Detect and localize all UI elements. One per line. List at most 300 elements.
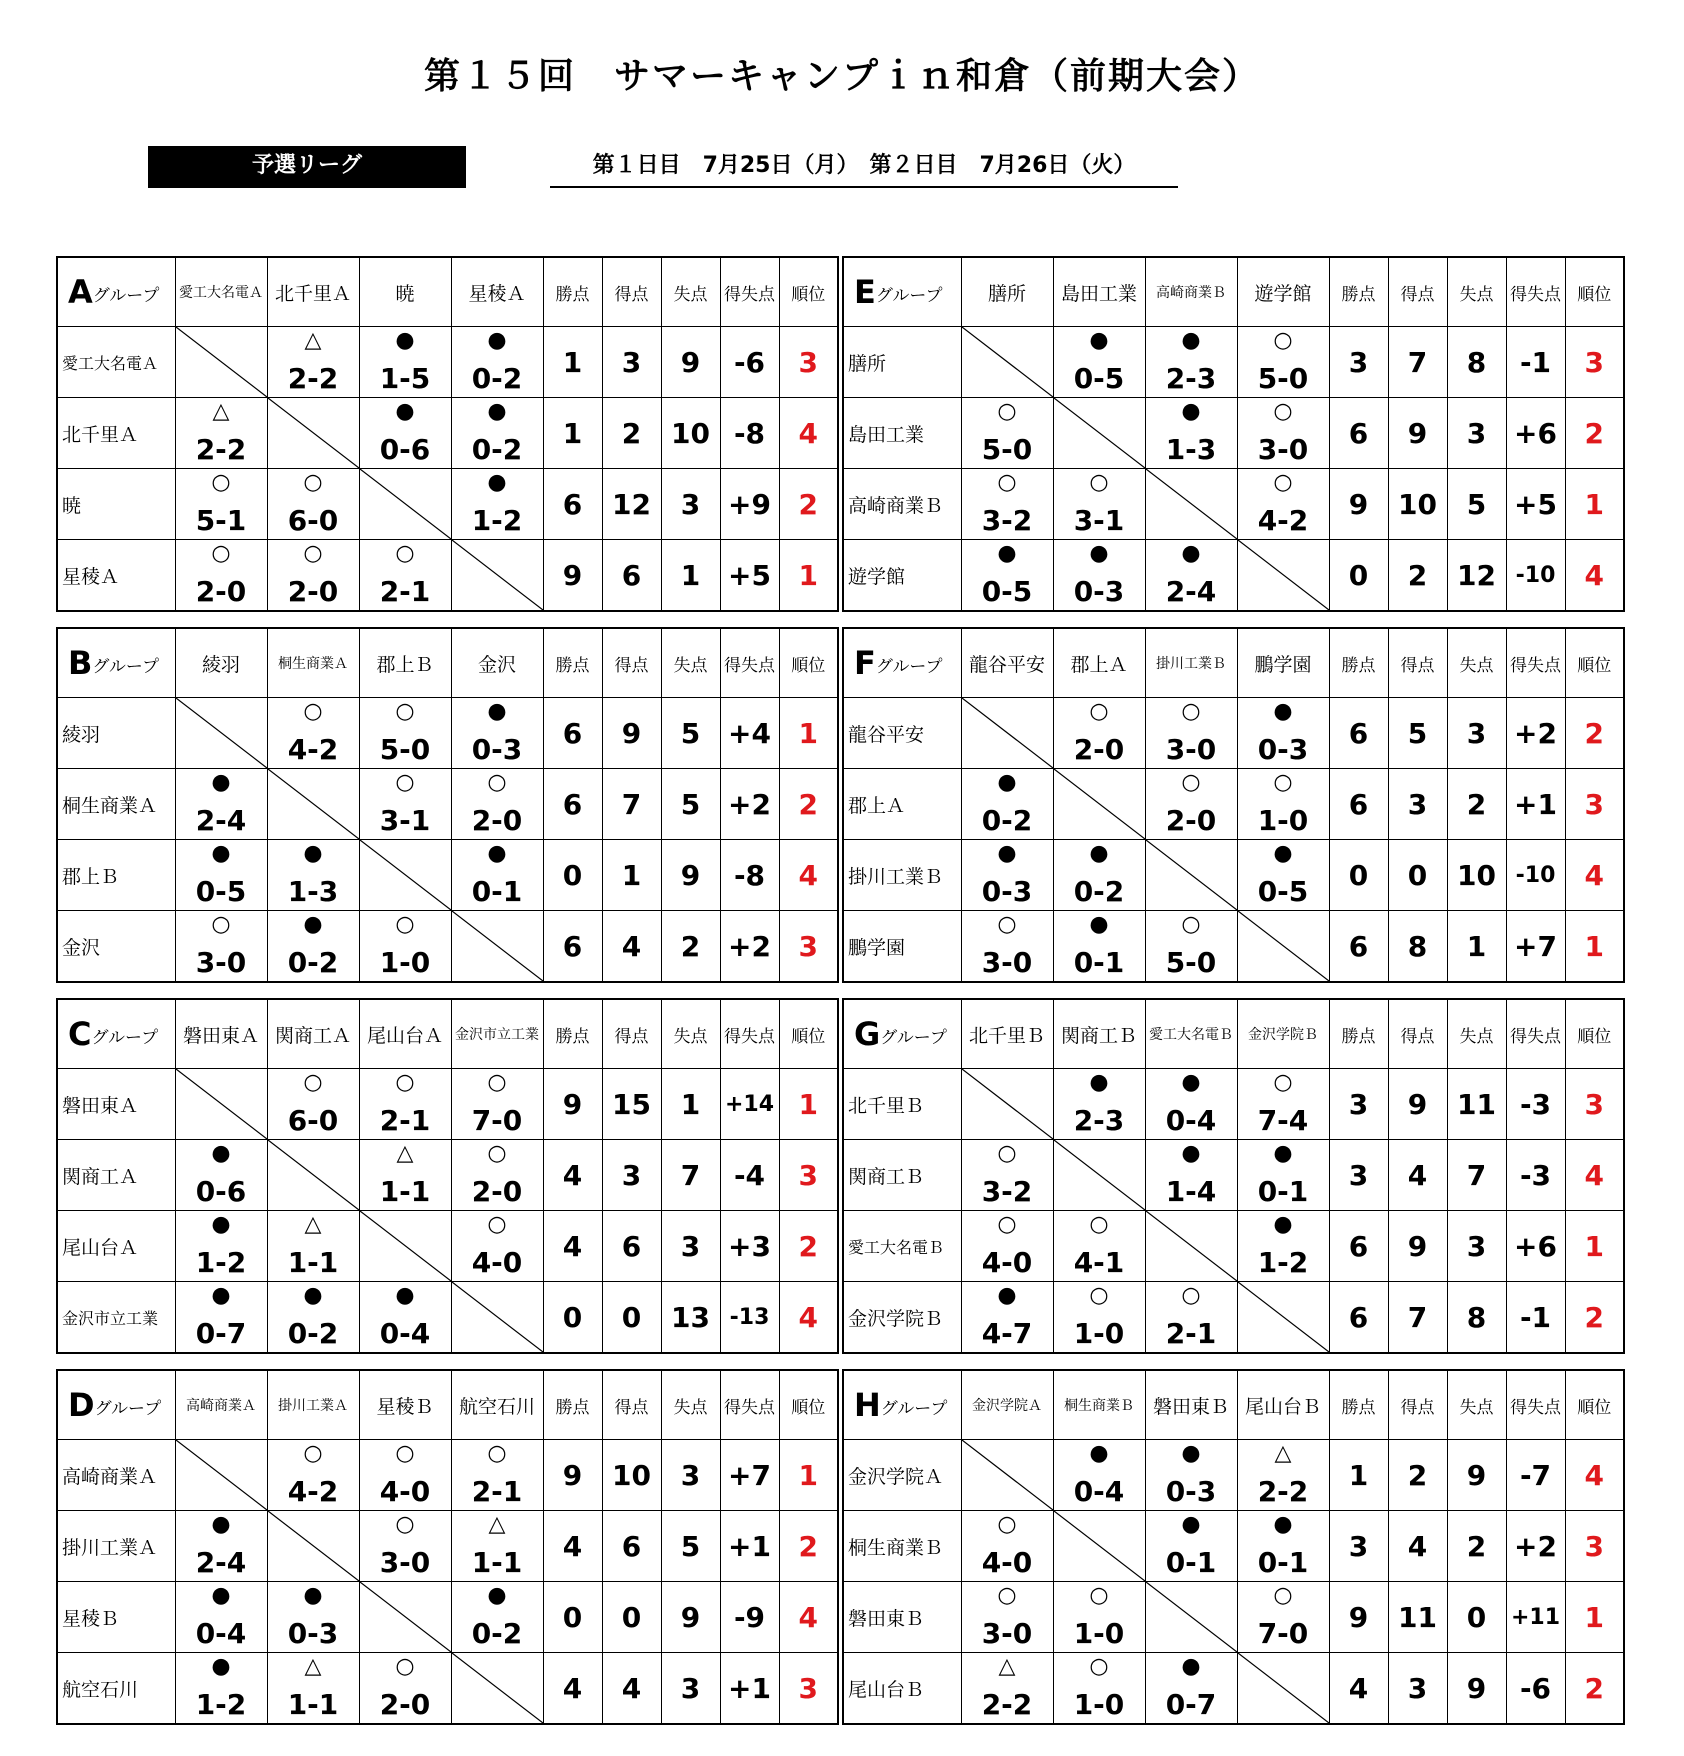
goal-difference: -1 <box>1506 327 1565 398</box>
win-points: 3 <box>1329 1069 1388 1140</box>
match-score: 0-3 <box>1073 575 1125 608</box>
match-score: 6-0 <box>287 1104 339 1137</box>
match-score: 4-0 <box>981 1546 1033 1579</box>
match-score: 3-1 <box>1073 504 1125 537</box>
goals-against: 3 <box>661 1440 720 1511</box>
goals-for: 3 <box>602 1140 661 1211</box>
self-match-cell <box>1053 1511 1145 1582</box>
match-result-cell <box>961 1511 1053 1582</box>
self-match-cell <box>961 327 1053 398</box>
win-points: 6 <box>543 769 602 840</box>
goal-difference: -13 <box>720 1282 779 1354</box>
match-result-cell <box>1237 769 1329 840</box>
diagonal-line <box>268 1511 359 1581</box>
match-result-cell <box>451 769 543 840</box>
result-mark: ● <box>1273 1212 1293 1237</box>
team-row <box>57 1282 838 1354</box>
match-score: 2-4 <box>195 1546 247 1579</box>
team-name: 桐生商業Ｂ <box>843 1511 961 1582</box>
self-match-cell <box>175 1069 267 1140</box>
goals-for: 4 <box>1388 1140 1447 1211</box>
group-name <box>57 999 175 1069</box>
goal-difference: +7 <box>720 1440 779 1511</box>
goals-for: 11 <box>1388 1582 1447 1653</box>
diagonal-line <box>360 469 451 539</box>
result-mark: ○ <box>997 1141 1017 1166</box>
result-mark: ● <box>211 1141 231 1166</box>
team-row <box>57 1582 838 1653</box>
goals-against: 8 <box>1447 1282 1506 1354</box>
diagonal-line <box>1146 840 1237 910</box>
match-score: 5-0 <box>1257 362 1309 395</box>
match-score: 4-2 <box>1257 504 1309 537</box>
match-result-cell <box>267 1069 359 1140</box>
win-points: 4 <box>543 1511 602 1582</box>
goals-against: 1 <box>661 1069 720 1140</box>
match-score: 2-1 <box>379 575 431 608</box>
match-score: 1-2 <box>1257 1246 1309 1279</box>
match-result-cell <box>961 1582 1053 1653</box>
match-result-cell <box>175 911 267 983</box>
match-result-cell <box>1145 1140 1237 1211</box>
rank: 2 <box>779 1211 838 1282</box>
result-mark: ○ <box>395 699 415 724</box>
team-row <box>57 911 838 983</box>
rank: 3 <box>779 1653 838 1725</box>
group-suffix: グループ <box>92 286 160 306</box>
team-name: 愛工大名電Ａ <box>57 327 175 398</box>
goal-difference: +1 <box>1506 769 1565 840</box>
match-score: 0-3 <box>287 1617 339 1650</box>
match-result-cell <box>175 1211 267 1282</box>
result-mark: ● <box>487 399 507 424</box>
match-score: 5-0 <box>981 433 1033 466</box>
match-result-cell <box>267 840 359 911</box>
result-mark: ○ <box>487 1141 507 1166</box>
opponent-header: 金沢学院Ｂ <box>1237 999 1329 1069</box>
match-result-cell <box>359 769 451 840</box>
match-result-cell <box>1145 327 1237 398</box>
stat-header: 失点 <box>661 257 720 327</box>
self-match-cell <box>451 1282 543 1354</box>
schedule-dates: 第１日目 7月25日（月） 第２日目 7月26日（火） <box>550 146 1178 188</box>
self-match-cell <box>1145 469 1237 540</box>
group-name <box>57 257 175 327</box>
win-points: 6 <box>1329 1282 1388 1354</box>
goals-for: 3 <box>1388 769 1447 840</box>
match-score: 4-0 <box>981 1246 1033 1279</box>
team-row <box>57 540 838 612</box>
self-match-cell <box>451 1653 543 1725</box>
match-result-cell <box>267 1282 359 1354</box>
match-score: 0-2 <box>471 1617 523 1650</box>
match-score: 2-1 <box>471 1475 523 1508</box>
group-letter: D <box>68 1386 95 1424</box>
goals-for: 4 <box>602 1653 661 1725</box>
goals-for: 0 <box>1388 840 1447 911</box>
result-mark: ● <box>1181 1654 1201 1679</box>
rank: 2 <box>779 1511 838 1582</box>
match-score: 4-0 <box>379 1475 431 1508</box>
match-result-cell <box>267 698 359 769</box>
opponent-header: 北千里Ｂ <box>961 999 1053 1069</box>
stat-header: 順位 <box>779 1370 838 1440</box>
self-match-cell <box>359 840 451 911</box>
match-score: 1-0 <box>1073 1688 1125 1721</box>
match-score: 1-4 <box>1165 1175 1217 1208</box>
stat-header: 順位 <box>1565 999 1624 1069</box>
opponent-header: 暁 <box>359 257 451 327</box>
goals-for: 7 <box>1388 1282 1447 1354</box>
match-score: 5-1 <box>195 504 247 537</box>
result-mark: ○ <box>1181 912 1201 937</box>
match-score: 3-0 <box>379 1546 431 1579</box>
result-mark: ○ <box>395 1070 415 1095</box>
match-score: 0-4 <box>379 1317 431 1350</box>
team-name: 尾山台Ｂ <box>843 1653 961 1725</box>
result-mark: ○ <box>997 1583 1017 1608</box>
win-points: 1 <box>1329 1440 1388 1511</box>
match-result-cell <box>451 698 543 769</box>
result-mark: ○ <box>997 470 1017 495</box>
diagonal-line <box>452 1653 543 1723</box>
result-mark: ○ <box>395 1654 415 1679</box>
diagonal-line <box>1054 398 1145 468</box>
stat-header: 勝点 <box>543 257 602 327</box>
self-match-cell <box>175 1440 267 1511</box>
goals-against: 5 <box>661 698 720 769</box>
team-row <box>57 769 838 840</box>
win-points: 6 <box>1329 398 1388 469</box>
goals-against: 10 <box>1447 840 1506 911</box>
stat-header: 失点 <box>1447 257 1506 327</box>
opponent-header: 島田工業 <box>1053 257 1145 327</box>
match-result-cell <box>1053 327 1145 398</box>
goals-for: 10 <box>602 1440 661 1511</box>
match-result-cell <box>1237 1140 1329 1211</box>
result-mark: ○ <box>1089 1283 1109 1308</box>
result-mark: ○ <box>1181 1283 1201 1308</box>
goals-against: 3 <box>661 1211 720 1282</box>
goals-against: 3 <box>1447 698 1506 769</box>
match-result-cell <box>451 398 543 469</box>
match-result-cell <box>961 469 1053 540</box>
result-mark: ● <box>1089 841 1109 866</box>
team-name: 星稜Ａ <box>57 540 175 612</box>
match-score: 1-3 <box>1165 433 1217 466</box>
self-match-cell <box>451 911 543 983</box>
stat-header: 得点 <box>602 1370 661 1440</box>
goals-for: 9 <box>1388 1069 1447 1140</box>
result-mark: ● <box>395 328 415 353</box>
rank: 4 <box>1565 540 1624 612</box>
win-points: 6 <box>543 911 602 983</box>
stat-header: 得点 <box>1388 1370 1447 1440</box>
result-mark: ○ <box>303 1070 323 1095</box>
self-match-cell <box>1237 1282 1329 1354</box>
team-name: 北千里Ａ <box>57 398 175 469</box>
win-points: 4 <box>1329 1653 1388 1725</box>
group-letter: G <box>854 1015 881 1053</box>
match-result-cell <box>961 840 1053 911</box>
team-name: 掛川工業Ｂ <box>843 840 961 911</box>
match-score: 1-1 <box>287 1688 339 1721</box>
match-result-cell <box>267 1653 359 1725</box>
match-result-cell <box>1237 327 1329 398</box>
stat-header: 失点 <box>661 1370 720 1440</box>
match-score: 1-0 <box>1073 1617 1125 1650</box>
match-result-cell <box>1145 1440 1237 1511</box>
group-suffix: グループ <box>91 1028 159 1048</box>
result-mark: ● <box>1089 912 1109 937</box>
goals-for: 10 <box>1388 469 1447 540</box>
match-result-cell <box>1145 1069 1237 1140</box>
self-match-cell <box>175 698 267 769</box>
diagonal-line <box>1146 469 1237 539</box>
result-mark: ● <box>395 399 415 424</box>
goals-against: 1 <box>1447 911 1506 983</box>
team-row <box>843 1069 1624 1140</box>
group-letter: E <box>854 273 876 311</box>
match-result-cell <box>961 1140 1053 1211</box>
self-match-cell <box>961 1069 1053 1140</box>
group-name <box>57 1370 175 1440</box>
goals-against: 2 <box>1447 769 1506 840</box>
result-mark: ○ <box>1181 770 1201 795</box>
result-mark: ● <box>997 541 1017 566</box>
rank: 4 <box>1565 1140 1624 1211</box>
goals-against: 10 <box>661 398 720 469</box>
match-result-cell <box>359 1653 451 1725</box>
team-row <box>57 398 838 469</box>
result-mark: ● <box>211 1583 231 1608</box>
win-points: 6 <box>1329 698 1388 769</box>
stat-header: 順位 <box>1565 1370 1624 1440</box>
goals-for: 3 <box>602 327 661 398</box>
result-mark: ○ <box>395 912 415 937</box>
team-name: 磐田東Ｂ <box>843 1582 961 1653</box>
result-mark: ● <box>1181 328 1201 353</box>
result-mark: ○ <box>395 1441 415 1466</box>
goals-against: 7 <box>661 1140 720 1211</box>
win-points: 9 <box>543 1069 602 1140</box>
team-name: 金沢 <box>57 911 175 983</box>
opponent-header: 高崎商業Ｂ <box>1145 257 1237 327</box>
match-result-cell <box>1053 1069 1145 1140</box>
diagonal-line <box>176 1069 267 1139</box>
match-result-cell <box>359 698 451 769</box>
goals-for: 15 <box>602 1069 661 1140</box>
result-mark: ● <box>997 1283 1017 1308</box>
opponent-header: 関商工Ａ <box>267 999 359 1069</box>
match-result-cell <box>1053 540 1145 612</box>
match-score: 0-1 <box>1165 1546 1217 1579</box>
match-score: 4-2 <box>287 1475 339 1508</box>
group-suffix: グループ <box>880 1399 948 1419</box>
result-mark: ○ <box>211 470 231 495</box>
goals-for: 7 <box>1388 327 1447 398</box>
match-score: 1-1 <box>471 1546 523 1579</box>
team-row <box>57 698 838 769</box>
opponent-header: 遊学館 <box>1237 257 1329 327</box>
goals-against: 11 <box>1447 1069 1506 1140</box>
stat-header: 失点 <box>661 999 720 1069</box>
result-mark: ● <box>303 841 323 866</box>
team-row <box>57 1653 838 1725</box>
opponent-header: 郡上Ａ <box>1053 628 1145 698</box>
goals-for: 4 <box>602 911 661 983</box>
group-suffix: グループ <box>875 286 943 306</box>
match-result-cell <box>451 840 543 911</box>
group-letter: F <box>854 644 876 682</box>
opponent-header: 愛工大名電Ａ <box>175 257 267 327</box>
match-score: 0-4 <box>1073 1475 1125 1508</box>
stat-header: 失点 <box>1447 1370 1506 1440</box>
stat-header: 得点 <box>1388 257 1447 327</box>
goal-difference: +9 <box>720 469 779 540</box>
rank: 1 <box>779 1440 838 1511</box>
match-result-cell <box>175 469 267 540</box>
stat-header: 得失点 <box>720 1370 779 1440</box>
match-result-cell <box>1237 1511 1329 1582</box>
result-mark: ● <box>1181 541 1201 566</box>
match-score: 2-0 <box>287 575 339 608</box>
group-table-f <box>842 627 1625 983</box>
opponent-header: 高崎商業Ａ <box>175 1370 267 1440</box>
result-mark: ○ <box>211 912 231 937</box>
match-score: 2-1 <box>1165 1317 1217 1350</box>
goal-difference: +1 <box>720 1511 779 1582</box>
result-mark: ○ <box>487 1070 507 1095</box>
result-mark: ○ <box>395 770 415 795</box>
rank: 2 <box>779 769 838 840</box>
match-score: 1-2 <box>195 1688 247 1721</box>
result-mark: ● <box>211 841 231 866</box>
goals-against: 5 <box>661 769 720 840</box>
stat-header: 得点 <box>602 257 661 327</box>
match-result-cell <box>1145 911 1237 983</box>
match-score: 2-4 <box>1165 575 1217 608</box>
match-score: 0-5 <box>195 875 247 908</box>
goals-against: 9 <box>661 327 720 398</box>
match-score: 1-3 <box>287 875 339 908</box>
goal-difference: -6 <box>1506 1653 1565 1725</box>
group-suffix: グループ <box>92 657 160 677</box>
match-result-cell <box>1237 1069 1329 1140</box>
match-result-cell <box>451 1140 543 1211</box>
goals-against: 3 <box>1447 398 1506 469</box>
match-score: 0-1 <box>471 875 523 908</box>
goals-for: 7 <box>602 769 661 840</box>
team-name: 愛工大名電Ｂ <box>843 1211 961 1282</box>
diagonal-line <box>1238 1653 1329 1723</box>
diagonal-line <box>1238 1282 1329 1352</box>
opponent-header: 掛川工業Ｂ <box>1145 628 1237 698</box>
diagonal-line <box>176 1440 267 1510</box>
diagonal-line <box>962 1069 1053 1139</box>
goals-for: 6 <box>602 540 661 612</box>
goals-against: 1 <box>661 540 720 612</box>
match-score: 0-3 <box>1165 1475 1217 1508</box>
diagonal-line <box>176 327 267 397</box>
result-mark: ○ <box>211 541 231 566</box>
stat-header: 順位 <box>779 628 838 698</box>
team-row <box>57 327 838 398</box>
result-mark: ● <box>487 470 507 495</box>
win-points: 4 <box>543 1211 602 1282</box>
result-mark: ○ <box>1273 470 1293 495</box>
match-result-cell <box>1237 398 1329 469</box>
win-points: 0 <box>543 1582 602 1653</box>
goals-for: 9 <box>1388 1211 1447 1282</box>
diagonal-line <box>452 540 543 610</box>
match-score: 5-0 <box>1165 946 1217 979</box>
result-mark: ● <box>1273 841 1293 866</box>
match-score: 2-0 <box>1165 804 1217 837</box>
match-result-cell <box>1237 1211 1329 1282</box>
goal-difference: -6 <box>720 327 779 398</box>
result-mark: ○ <box>1089 699 1109 724</box>
match-score: 0-1 <box>1073 946 1125 979</box>
goals-against: 12 <box>1447 540 1506 612</box>
opponent-header: 尾山台Ｂ <box>1237 1370 1329 1440</box>
match-result-cell <box>359 1282 451 1354</box>
rank: 3 <box>1565 1511 1624 1582</box>
rank: 4 <box>1565 1440 1624 1511</box>
result-mark: ○ <box>1089 470 1109 495</box>
result-mark: ● <box>1089 1070 1109 1095</box>
match-result-cell <box>1145 540 1237 612</box>
goals-against: 9 <box>661 840 720 911</box>
match-score: 3-2 <box>981 1175 1033 1208</box>
result-mark: ● <box>487 1583 507 1608</box>
group-table-c <box>56 998 839 1354</box>
match-score: 0-4 <box>1165 1104 1217 1137</box>
stat-header: 得点 <box>602 628 661 698</box>
self-match-cell <box>359 469 451 540</box>
match-result-cell <box>961 911 1053 983</box>
match-score: 0-5 <box>1257 875 1309 908</box>
match-score: 2-4 <box>195 804 247 837</box>
self-match-cell <box>267 769 359 840</box>
goal-difference: +3 <box>720 1211 779 1282</box>
goal-difference: -3 <box>1506 1069 1565 1140</box>
result-mark: ○ <box>1181 699 1201 724</box>
result-mark: ● <box>211 770 231 795</box>
match-result-cell <box>175 1511 267 1582</box>
match-result-cell <box>359 540 451 612</box>
result-mark: ○ <box>303 541 323 566</box>
match-score: 3-0 <box>981 1617 1033 1650</box>
team-name: 龍谷平安 <box>843 698 961 769</box>
match-result-cell <box>175 840 267 911</box>
self-match-cell <box>359 1582 451 1653</box>
result-mark: ● <box>1273 1512 1293 1537</box>
rank: 4 <box>779 1282 838 1354</box>
goal-difference: -3 <box>1506 1140 1565 1211</box>
match-score: 2-2 <box>287 362 339 395</box>
match-score: 5-0 <box>379 733 431 766</box>
diagonal-line <box>1238 540 1329 610</box>
match-score: 1-0 <box>379 946 431 979</box>
win-points: 9 <box>543 540 602 612</box>
result-mark: ● <box>1089 1441 1109 1466</box>
match-score: 7-4 <box>1257 1104 1309 1137</box>
win-points: 3 <box>1329 327 1388 398</box>
team-name: 関商工Ｂ <box>843 1140 961 1211</box>
result-mark: ● <box>997 841 1017 866</box>
match-result-cell <box>1053 1211 1145 1282</box>
